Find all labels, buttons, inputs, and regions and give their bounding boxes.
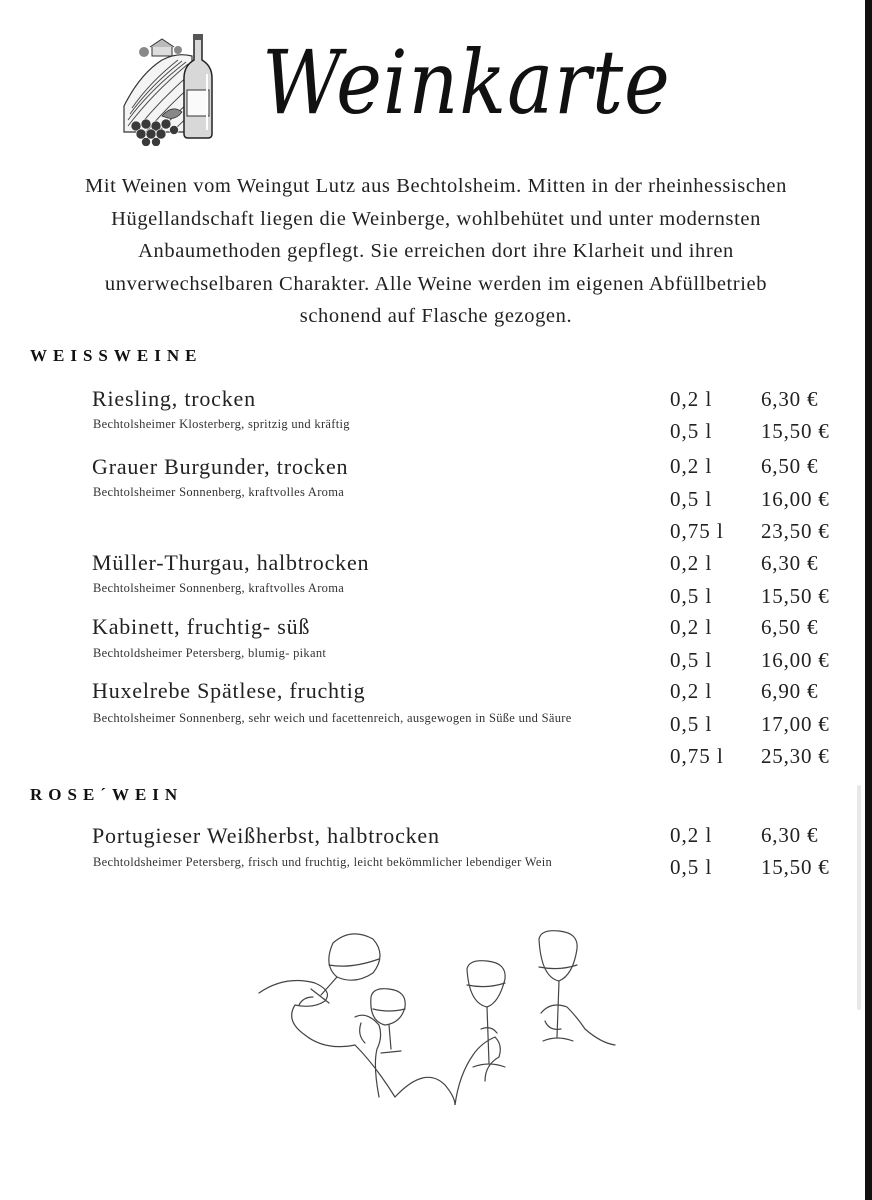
wine-volume: 0,2 l: [670, 551, 713, 575]
section-heading-rosewein: ROSE´WEIN: [30, 785, 184, 804]
wine-price: 6,30 €: [761, 551, 819, 575]
wine-price: 25,30 €: [761, 744, 830, 768]
wine-name: Kabinett, fruchtig- süß: [92, 614, 311, 639]
wine-price: 15,50 €: [761, 419, 830, 443]
intro-line: Mit Weinen vom Weingut Lutz aus Bechtolsheim. Mitten in der rheinhessischen: [85, 175, 787, 197]
wine-description: Bechtoldsheimer Petersberg, frisch und fruchtig, leicht bekömmlicher lebendiger Wein: [93, 855, 553, 869]
wine-price: 15,50 €: [761, 584, 830, 608]
wine-volume: 0,2 l: [670, 387, 713, 411]
intro-line: Hügellandschaft liegen die Weinberge, wohlbehütet und unter modernsten: [111, 207, 761, 230]
wine-volume: 0,5 l: [670, 419, 713, 443]
wine-volume: 0,5 l: [670, 712, 713, 736]
wine-price: 15,50 €: [761, 855, 830, 879]
intro-line: Anbaumethoden gepflegt. Sie erreichen dort ihre Klarheit und ihren: [138, 240, 734, 263]
screen-edge: [865, 0, 872, 1200]
wine-volume: 0,2 l: [670, 615, 713, 639]
wine-price: 23,50 €: [761, 519, 830, 543]
wine-description: Bechtolsheimer Sonnenberg, sehr weich und facettenreich, ausgewogen in Süße und Säure: [93, 711, 572, 725]
wine-description: Bechtoldsheimer Petersberg, blumig- pikant: [93, 646, 327, 660]
intro-line: schonend auf Flasche gezogen.: [299, 305, 573, 328]
wine-price: 6,50 €: [761, 454, 819, 478]
intro-line: unverwechselbaren Charakter. Alle Weine werden im eigenen Abfüllbetrieb: [104, 272, 768, 295]
wine-description: Bechtolsheimer Klosterberg, spritzig und kräftig: [93, 417, 350, 431]
wine-price: 6,30 €: [761, 387, 819, 411]
wine-volume: 0,75 l: [670, 744, 724, 768]
wine-price: 6,30 €: [761, 823, 819, 847]
wine-price: 17,00 €: [761, 712, 830, 736]
wine-name: Grauer Burgunder, trocken: [92, 454, 349, 479]
scrollbar[interactable]: [857, 785, 861, 1010]
wine-price: 6,90 €: [761, 679, 819, 703]
wine-volume: 0,5 l: [670, 648, 713, 672]
wine-volume: 0,2 l: [670, 823, 713, 847]
page-title: Weinkarte: [262, 31, 671, 134]
wine-volume: 0,5 l: [670, 487, 713, 511]
section-heading-weissweine: WEISSWEINE: [30, 346, 203, 365]
wine-volume: 0,2 l: [670, 679, 713, 703]
wine-price: 6,50 €: [761, 615, 819, 639]
wine-name: Huxelrebe Spätlese, fruchtig: [92, 678, 366, 703]
wine-volume: 0,5 l: [670, 855, 713, 879]
toasting-wine-glasses-illustration: [255, 925, 625, 1105]
wine-volume: 0,5 l: [670, 584, 713, 608]
vineyard-wine-bottle-grapes-icon: [122, 34, 217, 146]
wine-volume: 0,75 l: [670, 519, 724, 543]
wine-price: 16,00 €: [761, 648, 830, 672]
wine-name: Müller-Thurgau, halbtrocken: [92, 550, 370, 575]
wine-volume: 0,2 l: [670, 454, 713, 478]
intro-text: [22, 170, 850, 333]
wine-description: Bechtolsheimer Sonnenberg, kraftvolles Aroma: [93, 581, 345, 595]
wine-name: Portugieser Weißherbst, halbtrocken: [92, 823, 440, 848]
wine-name: Riesling, trocken: [92, 386, 256, 411]
wine-price: 16,00 €: [761, 487, 830, 511]
wine-description: Bechtolsheimer Sonnenberg, kraftvolles Aroma: [93, 485, 345, 499]
